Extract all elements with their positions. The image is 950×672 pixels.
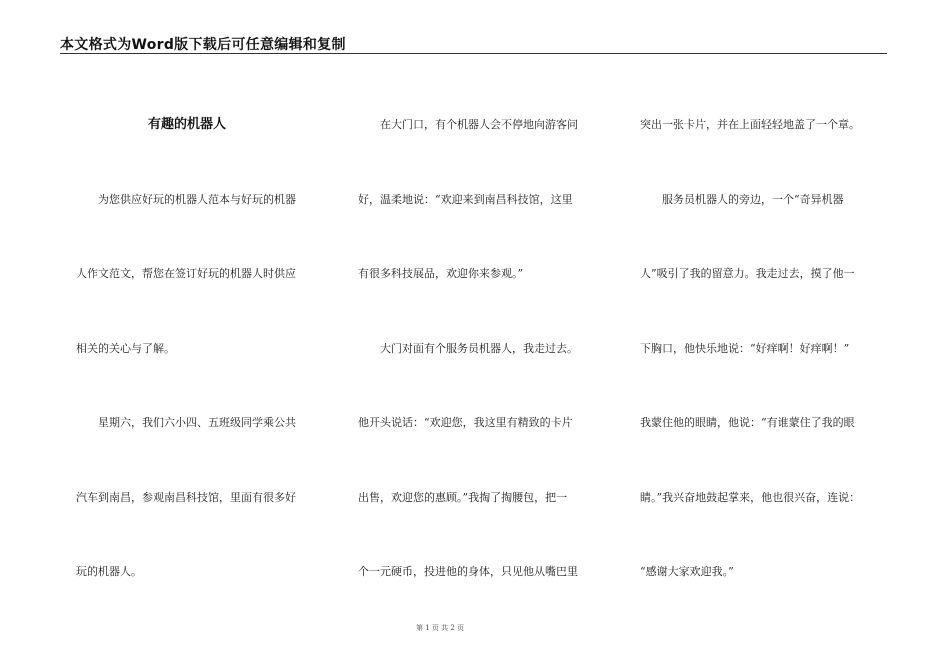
text-line: 下胸口，他快乐地说：“好痒啊！好痒啊！” bbox=[640, 341, 850, 355]
text-line: 个一元硬币，投进他的身体，只见他从嘴巴里 bbox=[358, 565, 578, 578]
text-line: 服务员机器人的旁边，一个“奇异机器 bbox=[662, 192, 844, 206]
text-line: 睛。”我兴奋地鼓起掌来，他也很兴奋，连说： bbox=[640, 490, 861, 504]
text-line: 突出一张卡片，并在上面轻轻地盖了一个章。 bbox=[640, 118, 860, 131]
text-line: 有很多科技展品，欢迎你来参观。” bbox=[358, 267, 524, 280]
text-line: 为您供应好玩的机器人范本与好玩的机器 bbox=[98, 192, 296, 206]
text-line: 相关的关心与了解。 bbox=[76, 341, 175, 355]
document-title: 有趣的机器人 bbox=[148, 117, 227, 132]
column-2 bbox=[358, 88, 608, 610]
text-line: 星期六，我们六小四、五班级同学乘公共 bbox=[98, 416, 296, 429]
column-3 bbox=[640, 88, 890, 610]
text-line: 大门对面有个服务员机器人，我走过去。 bbox=[380, 341, 578, 355]
text-line: “感谢大家欢迎我。” bbox=[640, 565, 734, 578]
page-indicator: 第 1 页 共 2 页 bbox=[415, 624, 465, 632]
text-line: 他开头说话：“欢迎您，我这里有精致的卡片 bbox=[358, 416, 573, 429]
column-1 bbox=[76, 88, 326, 610]
text-line: 玩的机器人。 bbox=[76, 565, 142, 578]
text-line: 我蒙住他的眼睛，他说：“有谁蒙住了我的眼 bbox=[640, 416, 855, 429]
text-line: 汽车到南昌，参观南昌科技馆，里面有很多好 bbox=[76, 490, 296, 504]
text-line: 好，温柔地说：“欢迎来到南昌科技馆，这里 bbox=[358, 192, 573, 206]
text-line: 在大门口，有个机器人会不停地向游客问 bbox=[380, 118, 578, 131]
text-line: 人作文范文，帮您在签订好玩的机器人时供应 bbox=[76, 267, 296, 280]
text-line: 出售，欢迎您的惠顾。”我掏了掏腰包，把一 bbox=[358, 490, 568, 504]
text-line: 人”吸引了我的留意力。我走过去，摸了他一 bbox=[640, 267, 855, 280]
header-banner: 本文格式为Word版下载后可任意编辑和复制 bbox=[60, 37, 346, 53]
header-divider bbox=[60, 53, 887, 54]
